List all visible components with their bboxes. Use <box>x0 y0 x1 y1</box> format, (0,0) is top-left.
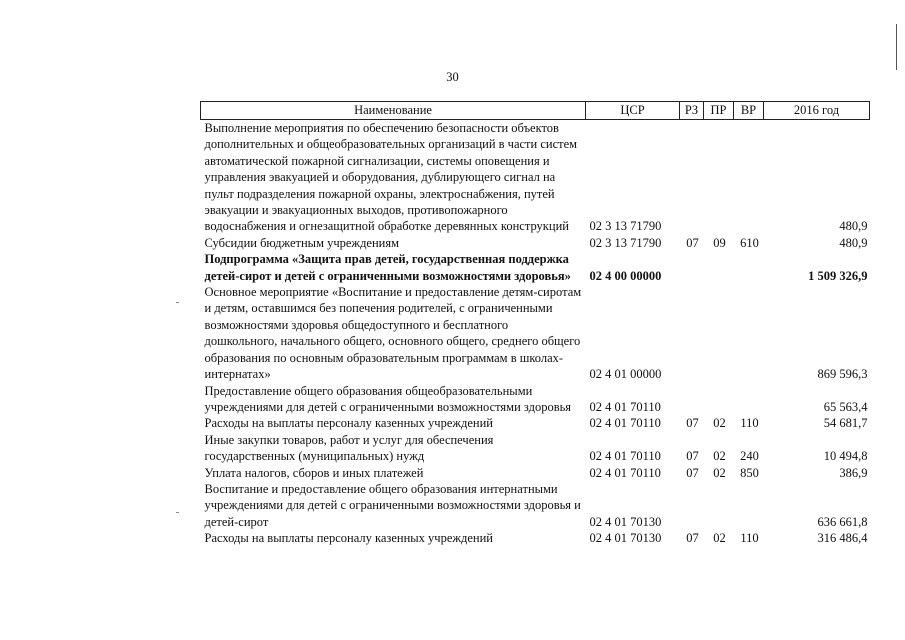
row-rz: 07 <box>686 449 699 464</box>
row-csr: 02 3 13 71790 <box>589 235 662 250</box>
row-csr: 02 4 01 70110 <box>589 416 661 431</box>
row-pr: 09 <box>713 235 726 250</box>
row-name: Предоставление общего образования общеобразовательными учреждениями для детей с ограниченными возможностями здоровья <box>204 383 572 414</box>
table-row <box>201 530 870 546</box>
row-name: Субсидии бюджетным учреждениям <box>204 235 400 250</box>
row-vr: 240 <box>740 449 759 464</box>
row-rz: 07 <box>686 531 699 546</box>
table-row <box>201 481 870 530</box>
table-row <box>201 235 870 251</box>
row-csr: 02 4 01 70110 <box>589 399 661 414</box>
table-row <box>201 251 870 284</box>
header-name: Наименование <box>201 102 586 120</box>
row-name: Расходы на выплаты персоналу казенных учреждений <box>204 531 493 546</box>
row-vr: 110 <box>740 416 759 431</box>
row-name: Выполнение мероприятия по обеспечению безопасности объектов дополнительных и общеобразовательных организаций в части систем автоматической пожарной сигнализации, системы оповещения и управления эвакуацией и оборудования, дублирующего сигнал на пульт подразделения пожарной охраны, электроснабжения, путей эвакуации и эвакуационных выходов, противопожарного водоснабжения и огнезащитной обработке деревянных конструкций <box>204 121 578 234</box>
row-rz: 07 <box>686 416 699 431</box>
row-amount: 480,9 <box>839 235 868 250</box>
row-pr: 02 <box>713 531 726 546</box>
row-amount: 1 509 326,9 <box>808 268 868 283</box>
header-csr: ЦСР <box>586 102 680 120</box>
row-name: Подпрограмма «Защита прав детей, государственная поддержка детей-сирот и детей с ограниченными возможностями здоровья» <box>204 252 571 283</box>
budget-table <box>200 101 870 547</box>
row-pr: 02 <box>713 449 726 464</box>
row-pr <box>704 120 734 235</box>
row-vr <box>734 481 764 530</box>
scan-edge-mark <box>896 24 897 70</box>
table-header-row <box>201 102 870 120</box>
row-amount: 480,9 <box>839 219 868 234</box>
row-csr: 02 4 00 00000 <box>589 268 662 283</box>
row-rz: 07 <box>686 235 699 250</box>
row-name: Расходы на выплаты персоналу казенных учреждений <box>204 416 493 431</box>
row-pr: 02 <box>713 465 726 480</box>
row-amount: 316 486,4 <box>817 531 868 546</box>
row-vr <box>734 284 764 382</box>
row-name: Воспитание и предоставление общего образования интернатными учреждениями для детей с ограниченными возможностями здоровья и детей-сирот <box>204 481 581 529</box>
row-pr <box>704 481 734 530</box>
row-amount: 65 563,4 <box>823 399 868 414</box>
header-rz: РЗ <box>680 102 704 120</box>
margin-tick <box>176 302 179 303</box>
table-row <box>201 415 870 431</box>
row-rz <box>680 383 704 416</box>
row-rz: 07 <box>686 465 699 480</box>
table-row <box>201 284 870 382</box>
header-year: 2016 год <box>764 102 870 120</box>
row-vr <box>734 383 764 416</box>
table-row <box>201 465 870 481</box>
margin-tick <box>176 512 179 513</box>
table-row <box>201 432 870 465</box>
row-name: Иные закупки товаров, работ и услуг для обеспечения государственных (муниципальных) нужд <box>204 432 494 464</box>
table-row <box>201 383 870 416</box>
row-amount: 54 681,7 <box>823 416 868 431</box>
row-vr: 110 <box>740 531 759 546</box>
row-amount: 10 494,8 <box>823 449 868 464</box>
row-vr <box>734 120 764 235</box>
row-rz <box>680 284 704 382</box>
row-vr: 610 <box>740 235 759 250</box>
row-csr: 02 4 01 70130 <box>589 531 662 546</box>
header-pr: ПР <box>704 102 734 120</box>
row-csr: 02 4 01 70110 <box>589 465 661 480</box>
row-vr <box>734 251 764 284</box>
row-rz <box>680 481 704 530</box>
page-number: 30 <box>446 70 459 84</box>
row-rz <box>680 251 704 284</box>
row-pr <box>704 251 734 284</box>
row-pr <box>704 383 734 416</box>
row-rz <box>680 120 704 235</box>
row-csr: 02 4 01 70130 <box>589 514 662 529</box>
row-amount: 386,9 <box>839 465 868 480</box>
row-csr: 02 3 13 71790 <box>589 219 662 234</box>
table-row <box>201 120 870 235</box>
header-vr: ВР <box>734 102 764 120</box>
row-pr <box>704 284 734 382</box>
row-csr: 02 4 01 00000 <box>589 367 662 382</box>
row-name: Уплата налогов, сборов и иных платежей <box>204 465 424 480</box>
row-name: Основное мероприятие «Воспитание и предоставление детям-сиротам и детям, оставшимся без попечения родителей, с ограниченными возможностями здоровья общедоступного и бесплатного дошкольного, начального общего, основного общего, среднего общего образования по основным образовательным программам в школах-интернатах» <box>204 285 582 382</box>
row-amount: 869 596,3 <box>817 367 868 382</box>
row-vr: 850 <box>740 465 759 480</box>
row-csr: 02 4 01 70110 <box>589 449 661 464</box>
row-pr: 02 <box>713 416 726 431</box>
row-amount: 636 661,8 <box>817 514 868 529</box>
